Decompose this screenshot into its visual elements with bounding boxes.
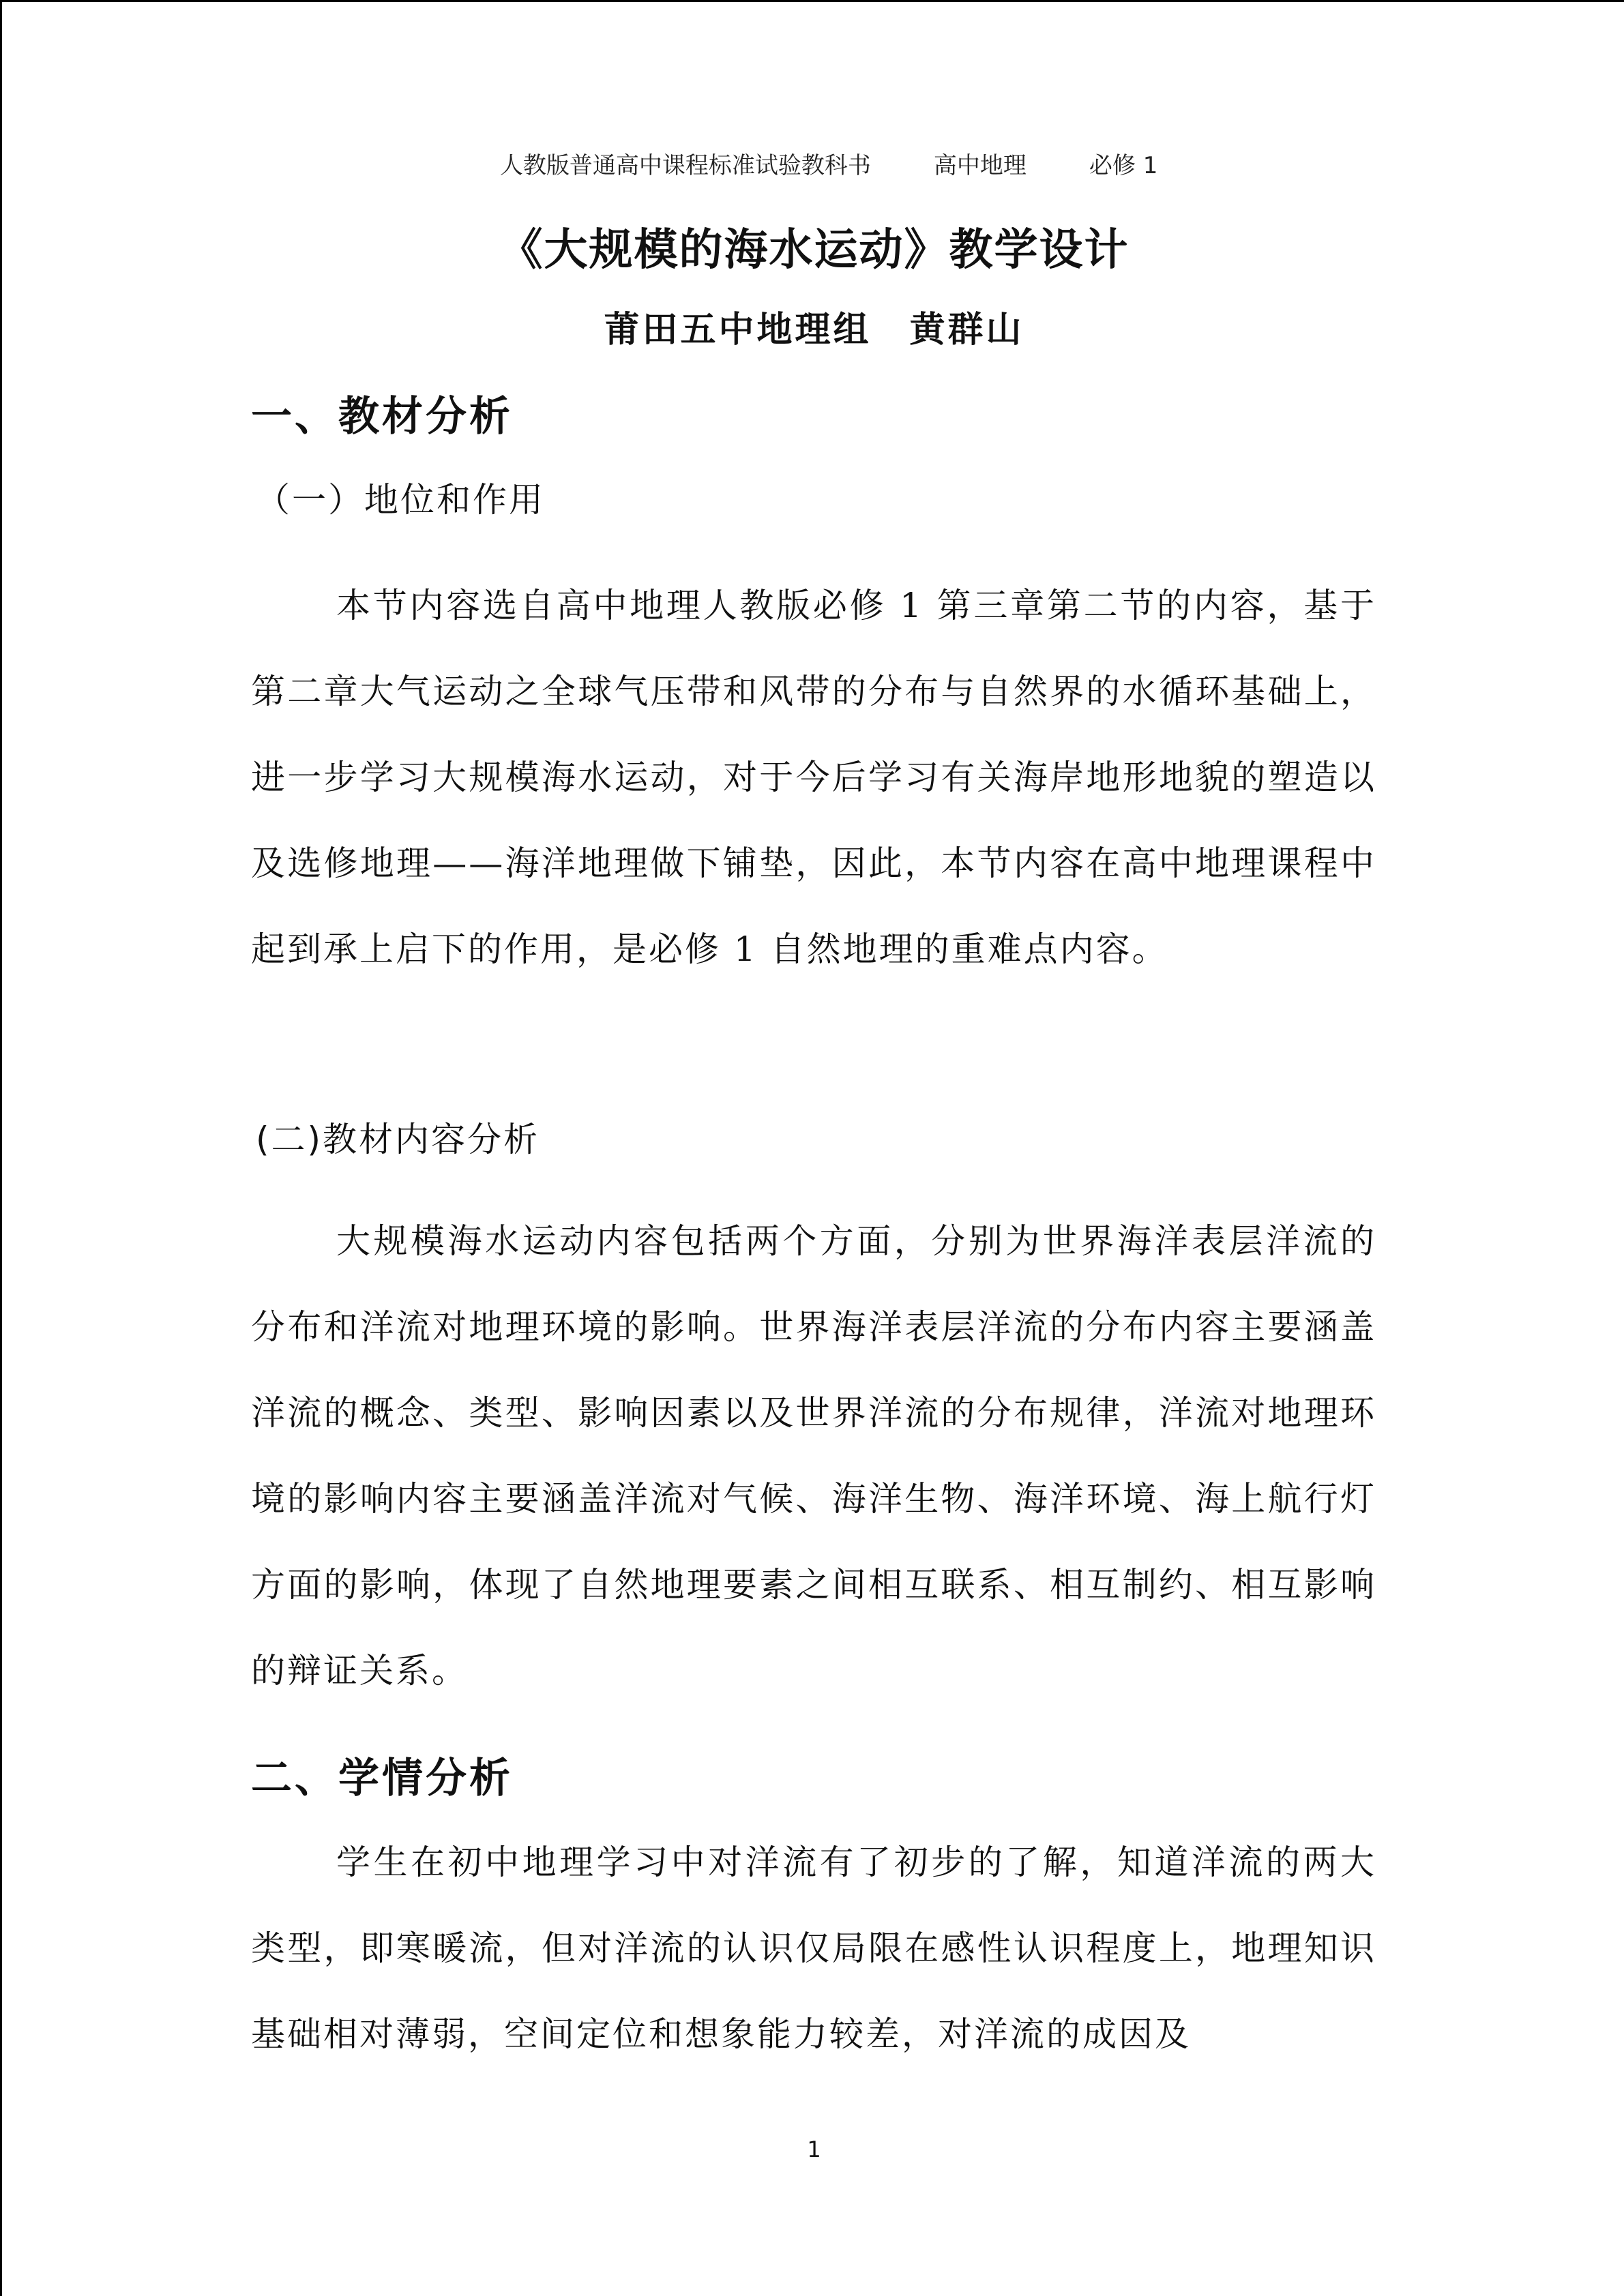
paragraph-student-analysis: 学生在初中地理学习中对洋流有了初步的了解，知道洋流的两大类型，即寒暖流，但对洋流的认识仅局限在感性认识程度上，地理知识基础相对薄弱，空间定位和想象能力较差，对洋流的成因及 [251,1843,1376,2054]
section-heading-textbook-analysis: 一、教材分析 [251,393,513,441]
subsection-heading-content-analysis: (二)教材内容分析 [256,1120,540,1159]
header-volume: 必修 1 [1089,152,1158,179]
section-heading-student-analysis: 二、学情分析 [251,1755,513,1802]
page-number: 1 [807,2136,821,2162]
document-title: 《大规模的海水运动》教学设计 [499,224,1130,275]
subsection-heading-position-role: （一）地位和作用 [256,480,545,520]
running-header [2,119,1624,207]
header-subject: 高中地理 [933,152,1027,179]
paragraph-position-role: 本节内容选自高中地理人教版必修 1 第三章第二节的内容，基于第二章大气运动之全球气压带和风带的分布与自然界的水循环基础上，进一步学习大规模海水运动，对于今后学习有关海岸地形地貌的塑造以及选修地理——海洋地理做下铺垫，因此，本节内容在高中地理课程中起到承上启下的作用，是必修 1 自然地理的重难点内容。 [251,586,1376,969]
document-author: 莆田五中地理组 黄群山 [604,310,1024,351]
header-series: 人教版普通高中课程标准试验教科书 [499,152,871,179]
paragraph-content-analysis: 大规模海水运动内容包括两个方面，分别为世界海洋表层洋流的分布和洋流对地理环境的影响。世界海洋表层洋流的分布内容主要涵盖洋流的概念、类型、影响因素以及世界洋流的分布规律，洋流对地理环境的影响内容主要涵盖洋流对气候、海洋生物、海洋环境、海上航行灯方面的影响，体现了自然地理要素之间相互联系、相互制约、相互影响的辩证关系。 [251,1221,1376,1690]
